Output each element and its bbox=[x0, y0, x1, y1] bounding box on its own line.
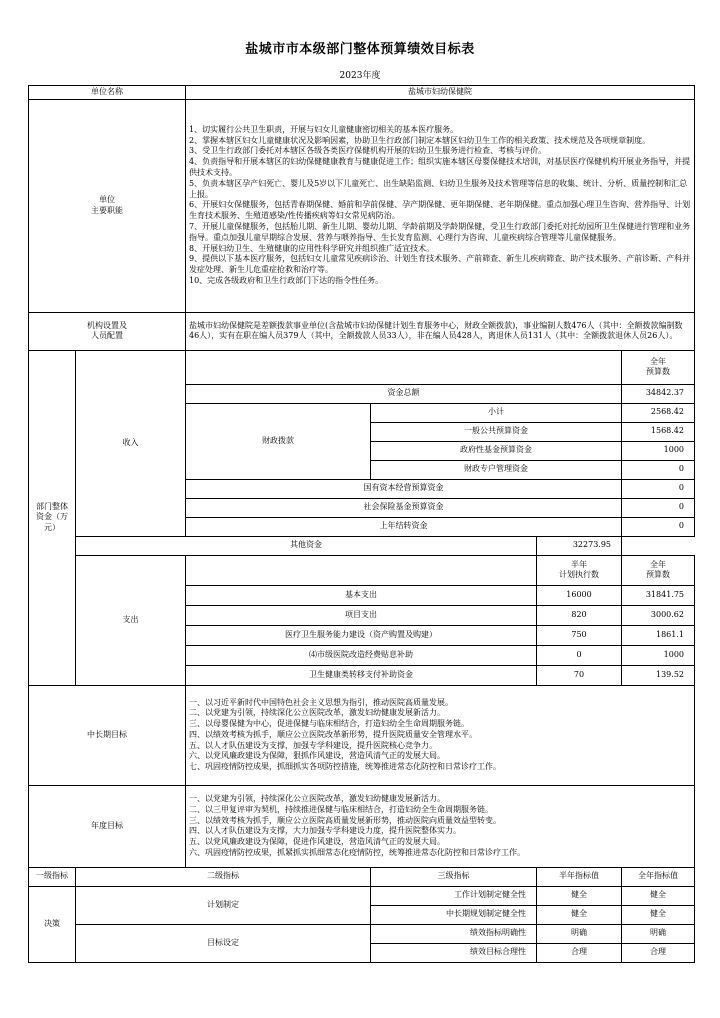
subtotal-label: 小计 bbox=[371, 403, 622, 422]
indicator-header-level1: 一级指标 bbox=[29, 867, 76, 886]
income-full-header: 全年 预算数 bbox=[622, 350, 695, 384]
annual-label: 年度目标 bbox=[29, 785, 186, 867]
midterm-label: 中长期目标 bbox=[29, 685, 186, 785]
stateown-value: 0 bbox=[622, 479, 695, 498]
indicator-level3: 中长期规划制定健全性 bbox=[371, 905, 537, 924]
total-value: 34842.37 bbox=[622, 384, 695, 403]
function-item: 4、负责指导和开展本辖区的妇幼保健健康教育与健康促进工作；组织实施本辖区母婴保健技术培训，对基层医疗保健机构开展业务指导，并提供技术支持。 bbox=[189, 157, 691, 177]
indicator-half: 健全 bbox=[537, 905, 622, 924]
org-text: 盐城市妇幼保健院是差额拨款事业单位(含盐城市妇幼保健计划生育服务中心，财政全额拨款)，事业编制人数476人（其中：全额拨款编制数46人），实有在职在编人员379人（其中，全额拨款人员33人），非在编人员428人，离退休人员131人（其中：全额拨款退休人员26人）。 bbox=[186, 312, 695, 350]
unit-name-value: 盐城市妇幼保健院 bbox=[186, 86, 695, 100]
expense-row-full: 31841.75 bbox=[622, 585, 695, 605]
function-item: 3、受卫生行政部门委托对本辖区各级各类医疗保健机构开展的妇幼卫生服务进行检查、考核与评价。 bbox=[189, 146, 547, 156]
midterm-item: 三、以母婴保健为中心，促进保健与临床相结合，打造妇幼全生命周期服务链。 bbox=[189, 719, 469, 729]
expense-row-half: 16000 bbox=[537, 585, 622, 605]
function-item: 7、开展儿童保健服务，包括胎儿期、新生儿期、婴幼儿期、学龄前期及学龄期保健，受卫生行政部门委托对托幼园所卫生保健进行管理和业务指导。重点加强儿童早期综合发展、营养与喂养指导、生长发育监测、心理行为咨询、儿童疾病综合管理等儿童保健服务。 bbox=[189, 221, 691, 242]
annual-item: 一、以党建为引领，持续深化公立医院改革，激发妇幼健康发展新活力。 bbox=[189, 793, 445, 803]
indicator-header-level2: 二级指标 bbox=[76, 867, 371, 886]
function-item: 8、开展妇幼卫生、生殖健康的应用性科学研究并组织推广适宜技术。 bbox=[189, 243, 435, 253]
midterm-item: 五、以人才队伍建设为支撑，加强专学科建设，提升医院核心竞争力。 bbox=[189, 740, 437, 750]
annual-list bbox=[186, 785, 695, 867]
expense-row-half: 0 bbox=[537, 645, 622, 665]
expense-half-header: 半年 计划执行数 bbox=[537, 555, 622, 585]
page-title: 盐城市市本级部门整体预算绩效目标表 bbox=[245, 42, 475, 57]
indicator-level2: 计划制定 bbox=[76, 886, 371, 924]
expense-row-label: ⑷市级医院改造经费贴息补助 bbox=[186, 645, 537, 665]
indicator-header-level3: 三级指标 bbox=[371, 867, 537, 886]
stateown-label: 国有资本经营预算资金 bbox=[186, 479, 622, 498]
other-label: 其他资金 bbox=[76, 536, 537, 555]
funds-label: 部门整体 资金（万元） bbox=[29, 350, 76, 685]
subtotal-value: 2568.42 bbox=[622, 403, 695, 422]
social-value: 0 bbox=[622, 498, 695, 517]
total-label: 资金总额 bbox=[186, 384, 622, 403]
expense-row-full: 3000.62 bbox=[622, 605, 695, 625]
indicator-half: 合理 bbox=[537, 943, 622, 962]
govfund-label: 政府性基金预算资金 bbox=[371, 441, 622, 460]
special-label: 财政专户管理资金 bbox=[371, 460, 622, 479]
midterm-item: 四、以绩效考核为抓手，顺应公立医院改革新形势，提升医院质量安全管理水平。 bbox=[189, 729, 477, 739]
indicator-half: 明确 bbox=[537, 924, 622, 943]
annual-item: 四、以人才队伍建设为支撑，大力加强专学科建设力度，提升医院整体实力。 bbox=[189, 826, 461, 836]
indicator-full: 合理 bbox=[622, 943, 695, 962]
general-label: 一般公共预算资金 bbox=[371, 422, 622, 441]
general-value: 1568.42 bbox=[622, 422, 695, 441]
indicator-level2: 目标设定 bbox=[76, 924, 371, 962]
expense-row-half: 70 bbox=[537, 665, 622, 685]
indicator-half: 健全 bbox=[537, 886, 622, 905]
indicator-header-half: 半年指标值 bbox=[537, 867, 622, 886]
annual-item: 五、以党风廉政建设为保障，促进作风建设，营造风清气正的发展大局。 bbox=[189, 837, 445, 847]
indicator-full: 健全 bbox=[622, 886, 695, 905]
function-item: 1、切实履行公共卫生职责，开展与妇女儿童健康密切相关的基本医疗服务。 bbox=[189, 124, 459, 134]
expense-row-half: 750 bbox=[537, 625, 622, 645]
indicator-level1: 决策 bbox=[29, 886, 76, 962]
expense-row-label: 卫生健康类转移支付补助资金 bbox=[186, 665, 537, 685]
lastyear-value: 0 bbox=[622, 517, 695, 536]
org-label: 机构设置及 人员配置 bbox=[29, 312, 186, 350]
expense-row-full: 1000 bbox=[622, 645, 695, 665]
unit-name-label: 单位名称 bbox=[29, 86, 186, 100]
year-label: 2023年度 bbox=[339, 71, 381, 81]
govfund-value: 1000 bbox=[622, 441, 695, 460]
functions-list bbox=[186, 99, 695, 312]
function-item: 10、完成各级政府和卫生行政部门下达的指令性任务。 bbox=[189, 275, 384, 285]
expense-row-label: 基本支出 bbox=[186, 585, 537, 605]
expense-row-half: 820 bbox=[537, 605, 622, 625]
indicator-header-full: 全年指标值 bbox=[622, 867, 695, 886]
expense-row-full: 1861.1 bbox=[622, 625, 695, 645]
annual-item: 六、巩固疫情防控成果，抓紧抓实抓细常态化疫情防控，统筹推进常态化防控和日常诊疗工作。 bbox=[189, 847, 525, 857]
income-label: 收入 bbox=[76, 350, 186, 536]
lastyear-label: 上年结转资金 bbox=[186, 517, 622, 536]
expense-row-full: 139.52 bbox=[622, 665, 695, 685]
expense-row-label: 项目支出 bbox=[186, 605, 537, 625]
function-item: 5、负责本辖区孕产妇死亡、婴儿及5岁以下儿童死亡、出生缺陷监测、妇幼卫生服务及技术管理等信息的收集、统计、分析、质量控制和汇总上报。 bbox=[189, 178, 688, 199]
indicator-level3: 工作计划制定健全性 bbox=[371, 886, 537, 905]
function-item: 2、掌握本辖区妇女儿童健康状况及影响因素，协助卫生行政部门制定本辖区妇幼卫生工作的相关政策、技术规范及各项规章制度。 bbox=[189, 135, 651, 145]
expense-label: 支出 bbox=[76, 555, 186, 685]
midterm-item: 一、以习近平新时代中国特色社会主义思想为指引，推动医院高质量发展。 bbox=[189, 697, 453, 707]
annual-item: 三、以绩效考核为抓手，顺应公立医院高质量发展新形势，推动医院向质量效益型转变。 bbox=[189, 815, 501, 825]
performance-table bbox=[28, 85, 695, 963]
annual-item: 二、以三甲复评审为契机，持续推进保健与临床相结合，打造妇幼全生命周期服务链。 bbox=[189, 804, 493, 814]
midterm-item: 六、以党风廉政建设为保障，狠抓作风建设，营造风清气正的发展大局。 bbox=[189, 751, 445, 761]
special-value: 0 bbox=[622, 460, 695, 479]
function-item: 6、开展妇女保健服务，包括青春期保健、婚前和孕前保健、孕产期保健、更年期保健、老年期保健。重点加强心理卫生咨询、营养指导、计划生育技术服务、生殖道感染/性传播疾病等妇女常见病防治。 bbox=[189, 200, 691, 221]
indicator-level3: 绩效指标明确性 bbox=[371, 924, 537, 943]
social-label: 社会保险基金预算资金 bbox=[186, 498, 622, 517]
indicator-level3: 绩效目标合理性 bbox=[371, 943, 537, 962]
midterm-list bbox=[186, 685, 695, 785]
fiscal-label: 财政拨款 bbox=[186, 403, 371, 479]
functions-label: 单位 主要职能 bbox=[29, 99, 186, 312]
indicator-full: 明确 bbox=[622, 924, 695, 943]
function-item: 9、提供以下基本医疗服务，包括妇女儿童常见疾病诊治、计划生育技术服务、产前筛查、新生儿疾病筛查、助产技术服务、产前诊断、产科并发症处理、新生儿危重症抢救和治疗等。 bbox=[189, 254, 691, 275]
midterm-item: 二、以党建为引领，持续深化公立医院改革，激发妇幼健康发展新活力。 bbox=[189, 708, 445, 718]
expense-row-label: 医疗卫生服务能力建设（资产购置及购建） bbox=[186, 625, 537, 645]
midterm-item: 七、巩固疫情防控成果，抓细抓实各项防控措施，统筹推进常态化防控和日常诊疗工作。 bbox=[189, 762, 501, 772]
expense-full-header: 全年 预算数 bbox=[622, 555, 695, 585]
other-value: 32273.95 bbox=[537, 536, 622, 555]
indicator-full: 健全 bbox=[622, 905, 695, 924]
